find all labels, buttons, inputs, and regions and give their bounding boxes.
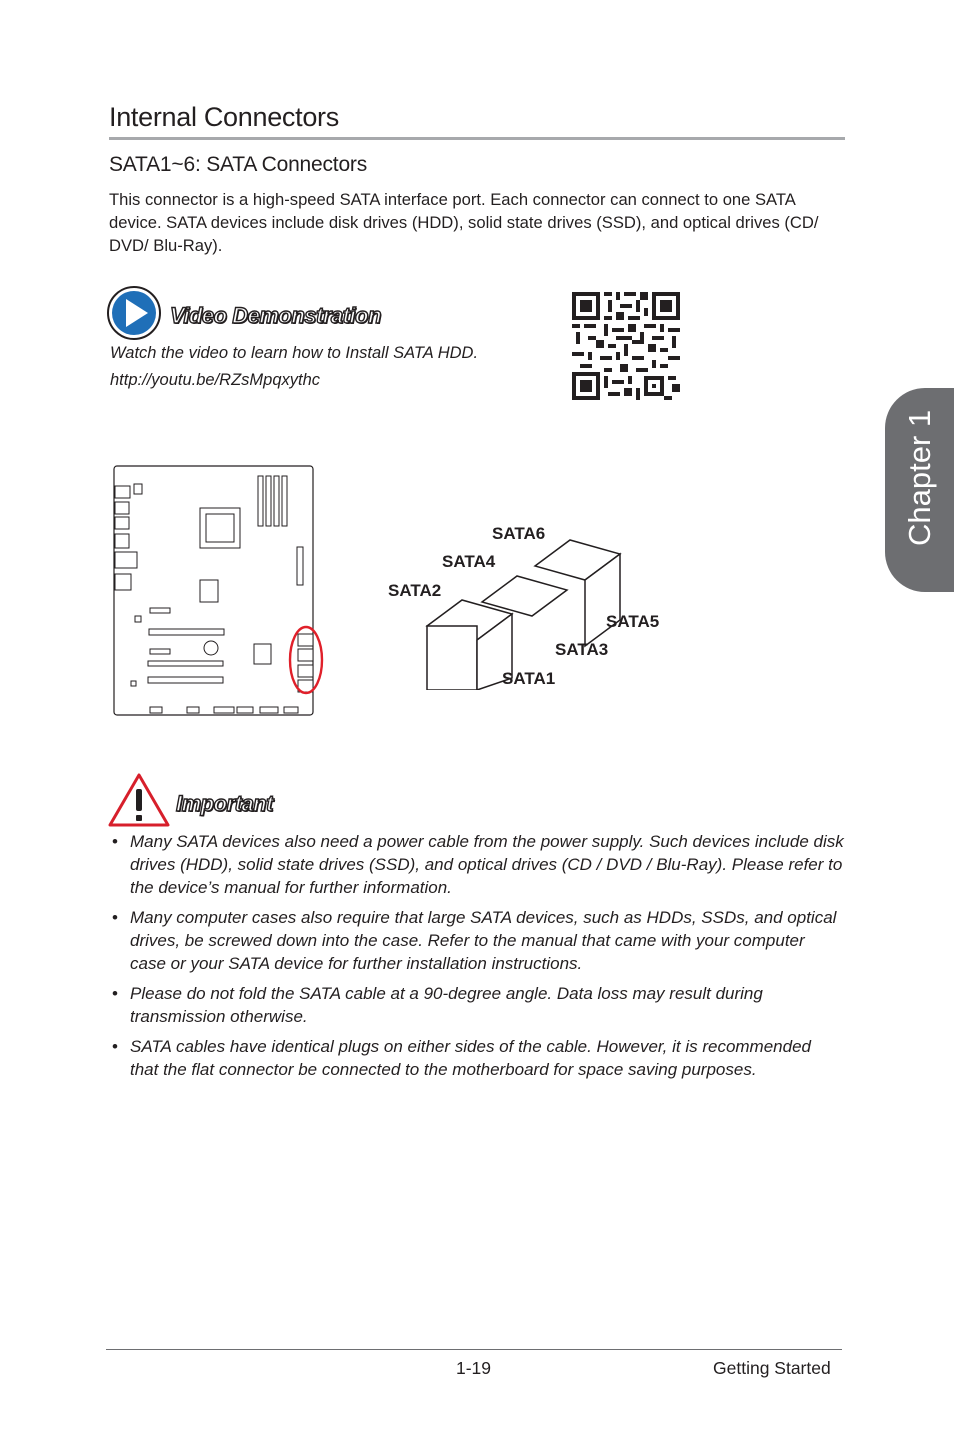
motherboard-diagram <box>108 462 328 718</box>
chapter-label: Chapter 1 <box>902 409 937 546</box>
video-instruction: Watch the video to learn how to Install SATA HDD. <box>110 344 479 362</box>
list-item: • SATA cables have identical plugs on either sides of the cable. However, it is recommended that the flat connector be connected to the motherboard for space saving purposes. <box>109 1035 844 1081</box>
list-item: • Many computer cases also require that large SATA devices, such as HDDs, SSDs, and optical drives, be screwed down into the case. Refer to the manual that came with your computer case or your SATA device for further installation instructions. <box>109 906 844 975</box>
page-number: 1-19 <box>456 1358 492 1378</box>
warning-icon <box>107 772 171 828</box>
list-item: • Please do not fold the SATA cable at a 90-degree angle. Data loss may result during transmission otherwise. <box>109 982 844 1028</box>
intro-paragraph: This connector is a high-speed SATA interface port. Each connector can connect to one SATA device. SATA devices include disk drives (HDD), solid state drives (SSD), and optical drives (CD/ DVD/ Blu-Ray). <box>109 190 819 255</box>
section-title: Internal Connectors <box>109 102 339 132</box>
sata1-label: SATA1 <box>502 669 556 688</box>
sata2-label: SATA2 <box>388 581 442 600</box>
video-url-link[interactable]: http://youtu.be/RZsMpqxythc <box>110 371 321 389</box>
qr-code <box>572 292 680 400</box>
sata5-label: SATA5 <box>606 612 660 631</box>
subsection-title: SATA1~6: SATA Connectors <box>109 153 368 176</box>
sata6-label: SATA6 <box>492 524 546 543</box>
important-title: Important <box>176 791 273 816</box>
section-divider <box>109 137 845 140</box>
footer-chapter-name: Getting Started <box>713 1358 831 1378</box>
footer-divider <box>106 1349 842 1350</box>
video-description <box>110 340 478 394</box>
list-item: • Many SATA devices also need a power cable from the power supply. Such devices include disk drives (HDD), solid state drives (SSD), and optical drives (CD / DVD / Blu-Ray). Please refer to the device’s manual for further information. <box>109 830 844 899</box>
sata4-label: SATA4 <box>442 552 496 571</box>
sata3-label: SATA3 <box>555 640 609 659</box>
play-icon <box>106 285 164 341</box>
important-list <box>109 830 844 1088</box>
video-demonstration-title: Video Demonstration <box>170 303 381 328</box>
